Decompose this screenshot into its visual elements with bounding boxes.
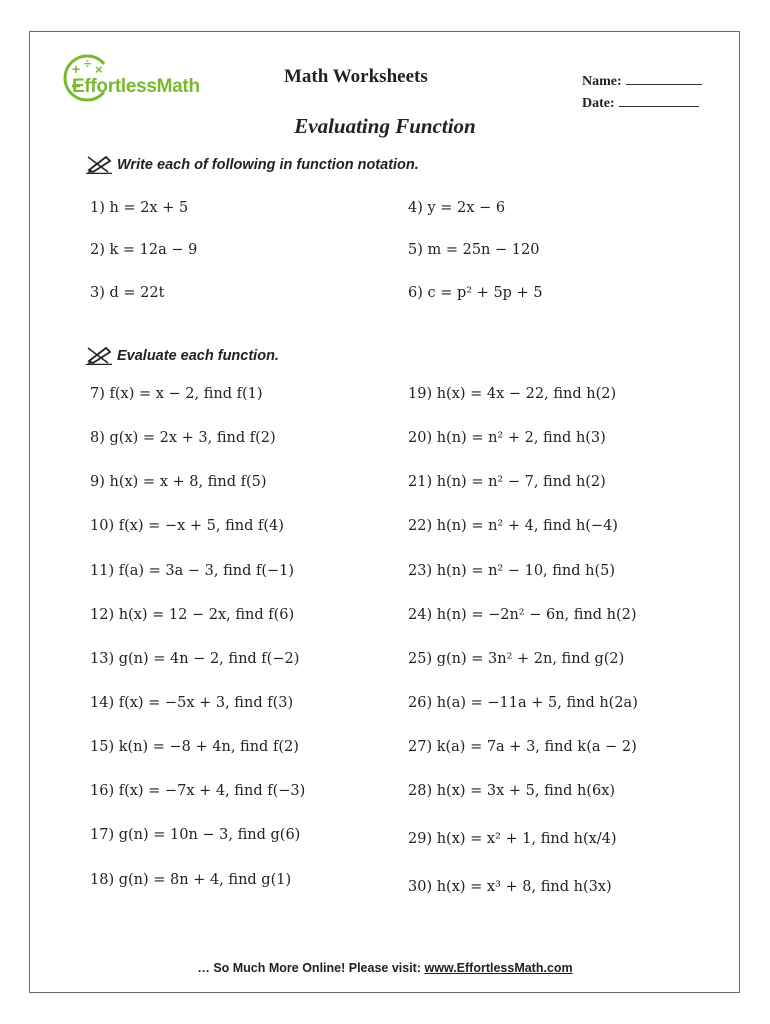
problem-4: 4) y = 2x − 6 bbox=[408, 200, 506, 216]
problem-27: 27) k(a) = 7a + 3, find k(a − 2) bbox=[408, 739, 637, 755]
problem-9: 9) h(x) = x + 8, find f(5) bbox=[90, 474, 267, 490]
section2-instruction bbox=[86, 348, 279, 364]
problem-12: 12) h(x) = 12 − 2x, find f(6) bbox=[90, 607, 295, 623]
worksheet-title: Evaluating Function bbox=[294, 114, 476, 138]
problem-16: 16) f(x) = −7x + 4, find f(−3) bbox=[90, 783, 306, 799]
section1-instruction bbox=[86, 157, 419, 173]
problem-25: 25) g(n) = 3n² + 2n, find g(2) bbox=[408, 651, 625, 667]
problem-29: 29) h(x) = x² + 1, find h(x/4) bbox=[408, 831, 617, 847]
problem-5: 5) m = 25n − 120 bbox=[408, 242, 540, 258]
svg-text:÷: ÷ bbox=[84, 56, 92, 71]
problem-19: 19) h(x) = 4x − 22, find h(2) bbox=[408, 386, 617, 402]
footer bbox=[0, 961, 770, 975]
problem-23: 23) h(n) = n² − 10, find h(5) bbox=[408, 563, 616, 579]
problem-20: 20) h(n) = n² + 2, find h(3) bbox=[408, 430, 606, 446]
problem-14: 14) f(x) = −5x + 3, find f(3) bbox=[90, 695, 294, 711]
problem-17: 17) g(n) = 10n − 3, find g(6) bbox=[90, 827, 301, 843]
problem-7: 7) f(x) = x − 2, find f(1) bbox=[90, 386, 263, 402]
pencil-icon bbox=[86, 154, 112, 174]
problem-3: 3) d = 22t bbox=[90, 285, 165, 301]
problem-18: 18) g(n) = 8n + 4, find g(1) bbox=[90, 872, 292, 888]
problem-26: 26) h(a) = −11a + 5, find h(2a) bbox=[408, 695, 638, 711]
footer-link[interactable]: www.EffortlessMath.com bbox=[424, 961, 573, 975]
footer-text: … So Much More Online! Please visit: bbox=[197, 961, 425, 975]
section1-instruction-text: Write each of following in function notation. bbox=[117, 157, 419, 173]
name-label: Name: bbox=[582, 74, 622, 89]
name-blank[interactable] bbox=[626, 72, 702, 85]
svg-text:×: × bbox=[95, 62, 103, 77]
problem-21: 21) h(n) = n² − 7, find h(2) bbox=[408, 474, 606, 490]
problem-13: 13) g(n) = 4n − 2, find f(−2) bbox=[90, 651, 300, 667]
problem-6: 6) c = p² + 5p + 5 bbox=[408, 285, 543, 301]
problem-24: 24) h(n) = −2n² − 6n, find h(2) bbox=[408, 607, 637, 623]
problem-2: 2) k = 12a − 9 bbox=[90, 242, 198, 258]
problem-11: 11) f(a) = 3a − 3, find f(−1) bbox=[90, 563, 295, 579]
pencil-icon bbox=[86, 345, 112, 365]
section2-instruction-text: Evaluate each function. bbox=[117, 348, 279, 364]
date-label: Date: bbox=[582, 96, 615, 111]
problem-15: 15) k(n) = −8 + 4n, find f(2) bbox=[90, 739, 299, 755]
name-field bbox=[582, 72, 702, 90]
problem-1: 1) h = 2x + 5 bbox=[90, 200, 189, 216]
problem-28: 28) h(x) = 3x + 5, find h(6x) bbox=[408, 783, 616, 799]
svg-text:+: + bbox=[72, 61, 81, 77]
problem-30: 30) h(x) = x³ + 8, find h(3x) bbox=[408, 879, 612, 895]
problem-10: 10) f(x) = −x + 5, find f(4) bbox=[90, 518, 284, 534]
date-field bbox=[582, 94, 699, 112]
date-blank[interactable] bbox=[619, 94, 699, 107]
header-title: Math Worksheets bbox=[284, 66, 428, 87]
page-border bbox=[29, 31, 740, 993]
problem-22: 22) h(n) = n² + 4, find h(−4) bbox=[408, 518, 618, 534]
logo-text: EffortlessMath bbox=[72, 76, 200, 97]
problem-8: 8) g(x) = 2x + 3, find f(2) bbox=[90, 430, 276, 446]
